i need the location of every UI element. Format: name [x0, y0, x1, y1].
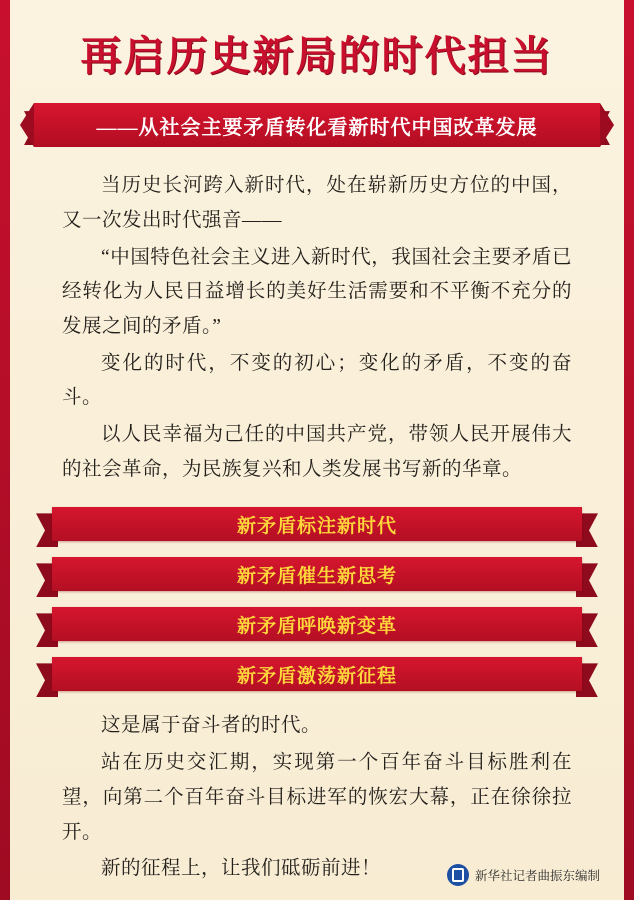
- title-section: [10, 0, 624, 79]
- ribbon-body: [34, 103, 600, 147]
- subtitle-ribbon: [24, 103, 610, 147]
- right-decorative-bar: [624, 0, 634, 900]
- closing-paragraph: 这是属于奋斗者的时代。: [101, 715, 322, 737]
- banner-item: [36, 657, 598, 691]
- intro-paragraph: “中国特色社会主义进入新时代，我国社会主要矛盾已经转化为人民日益增长的美好生活需要和不平衡不充分的发展之间的矛盾。”: [62, 246, 572, 337]
- banner-label: 新矛盾催生新思考: [236, 565, 397, 587]
- page-title: 再启历史新局的时代担当: [80, 33, 554, 79]
- banner-item: [36, 557, 598, 591]
- banner-label: 新矛盾呼唤新变革: [236, 615, 397, 637]
- intro-paragraph: 当历史长河跨入新时代，处在崭新历史方位的中国，又一次发出时代强音——: [62, 175, 572, 231]
- subtitle-text: ——从社会主要矛盾转化看新时代中国改革发展: [96, 116, 538, 139]
- credit-text: 新华社记者曲振东编制: [474, 869, 600, 883]
- intro-paragraph: 以人民幸福为己任的中国共产党，带领人民开展伟大的社会革命，为民族复兴和人类发展书写新的华章。: [62, 424, 572, 480]
- banner-item: [36, 607, 598, 641]
- closing-paragraph: 站在历史交汇期，实现第一个百年奋斗目标胜利在望，向第二个百年奋斗目标进军的恢宏大幕，正在徐徐拉开。: [62, 752, 572, 843]
- banner-body: [52, 507, 582, 541]
- banner-list: [36, 507, 598, 691]
- banner-body: [52, 607, 582, 641]
- intro-text-block: [62, 169, 572, 487]
- banner-label: 新矛盾激荡新征程: [236, 665, 397, 687]
- banner-body: [52, 657, 582, 691]
- xinhua-logo-icon: [447, 864, 469, 886]
- closing-paragraph: 新的征程上，让我们砥砺前进！: [101, 858, 382, 880]
- banner-item: [36, 507, 598, 541]
- poster-content: [10, 0, 624, 900]
- credit-line: [447, 864, 600, 886]
- closing-text-block: [62, 709, 572, 887]
- banner-body: [52, 557, 582, 591]
- banner-label: 新矛盾标注新时代: [236, 515, 397, 537]
- left-decorative-bar: [0, 0, 10, 900]
- intro-paragraph: 变化的时代，不变的初心；变化的矛盾，不变的奋斗。: [62, 352, 572, 409]
